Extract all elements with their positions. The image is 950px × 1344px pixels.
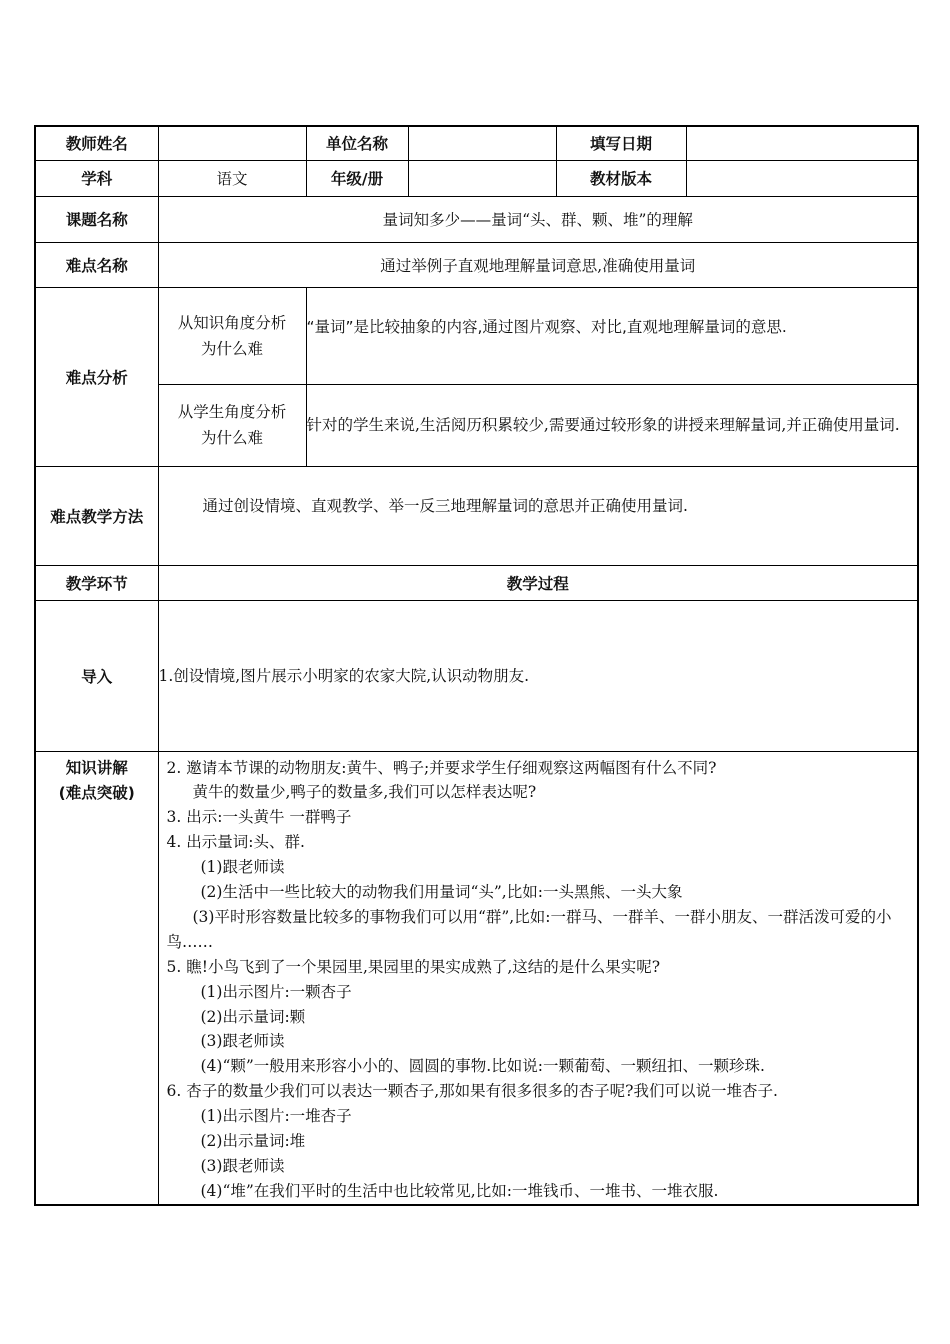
process-line: 5. 瞧!小鸟飞到了一个果园里,果园里的果实成熟了,这结的是什么果实呢?	[166, 957, 661, 976]
row-process-header	[35, 565, 918, 600]
process-header: 教学过程	[158, 565, 918, 600]
process-line: 3. 出示:一头黄牛 一群鸭子	[166, 808, 352, 827]
process-line: (3)跟老师读	[200, 1032, 285, 1051]
process-line: (3)跟老师读	[200, 1157, 285, 1175]
process-line: (2)出示量词:颗	[200, 1007, 306, 1026]
lesson-plan-table	[34, 125, 919, 1206]
teacher-name-label: 教师姓名	[35, 126, 158, 160]
textbook-value[interactable]	[686, 160, 918, 196]
grade-label: 年级/册	[306, 160, 408, 196]
row-difficulty	[35, 242, 918, 287]
process-line: (1)出示图片:一堆杏子	[200, 1107, 352, 1126]
analysis-label: 难点分析	[35, 287, 158, 466]
method-value: 通过创设情境、直观教学、举一反三地理解量词的意思并正确使用量词.	[158, 466, 918, 565]
process-line: 6. 杏子的数量少我们可以表达一颗杏子,那如果有很多很多的杏子呢?我们可以说一堆杏子.	[166, 1082, 778, 1101]
process-line: (4)“堆”在我们平时的生活中也比较常见,比如:一堆钱币、一堆书、一堆衣服.	[200, 1181, 719, 1200]
unit-name-value[interactable]	[408, 126, 556, 160]
intro-value: 1.创设情境,图片展示小明家的农家大院,认识动物朋友.	[158, 600, 918, 751]
knowledge-angle-line-2: 为什么难	[200, 339, 263, 358]
knowledge-label-line-1: 知识讲解	[65, 758, 128, 777]
process-line: 黄牛的数量少,鸭子的数量多,我们可以怎样表达呢?	[192, 783, 537, 802]
row-method	[35, 466, 918, 565]
stage-header: 教学环节	[35, 565, 158, 600]
process-line: 4. 出示量词:头、群.	[166, 833, 305, 852]
subject-value: 语文	[158, 160, 306, 196]
teacher-name-value[interactable]	[158, 126, 306, 160]
student-angle-value: 针对的学生来说,生活阅历积累较少,需要通过较形象的讲授来理解量词,并正确使用量词.	[306, 384, 918, 466]
row-analysis-knowledge	[35, 287, 918, 384]
fill-date-value[interactable]	[686, 126, 918, 160]
row-topic	[35, 196, 918, 242]
row-knowledge	[35, 751, 918, 1205]
subject-label: 学科	[35, 160, 158, 196]
knowledge-angle-label	[158, 287, 306, 384]
topic-label: 课题名称	[35, 196, 158, 242]
topic-value: 量词知多少——量词“头、群、颗、堆”的理解	[158, 196, 918, 242]
process-line: (2)出示量词:堆	[200, 1132, 306, 1151]
process-line: 2. 邀请本节课的动物朋友:黄牛、鸭子;并要求学生仔细观察这两幅图有什么不同?	[166, 758, 717, 777]
student-angle-line-1: 从学生角度分析	[177, 403, 287, 421]
student-angle-label	[158, 384, 306, 466]
intro-label: 导入	[35, 600, 158, 751]
difficulty-label: 难点名称	[35, 242, 158, 287]
student-angle-line-2: 为什么难	[200, 429, 263, 447]
process-line: (1)出示图片:一颗杏子	[200, 982, 352, 1001]
process-line: (1)跟老师读	[200, 858, 285, 877]
process-line: (2)生活中一些比较大的动物我们用量词“头”,比如:一头黑熊、一头大象	[200, 883, 683, 902]
knowledge-label-line-2: (难点突破)	[58, 783, 135, 802]
grade-value[interactable]	[408, 160, 556, 196]
textbook-label: 教材版本	[556, 160, 686, 196]
knowledge-angle-line-1: 从知识角度分析	[177, 313, 287, 332]
knowledge-process	[158, 751, 918, 1205]
process-line: (4)“颗”一般用来形容小小的、圆圆的事物.比如说:一颗葡萄、一颗纽扣、一颗珍珠.	[200, 1057, 765, 1076]
method-label: 难点教学方法	[35, 466, 158, 565]
process-line: (3)平时形容数量比较多的事物我们可以用“群”,比如:一群马、一群羊、一群小朋友、一群活泼可爱的小鸟……	[166, 907, 892, 951]
difficulty-value: 通过举例子直观地理解量词意思,准确使用量词	[158, 242, 918, 287]
row-intro	[35, 600, 918, 751]
fill-date-label: 填写日期	[556, 126, 686, 160]
row-teacher	[35, 126, 918, 160]
row-subject	[35, 160, 918, 196]
row-analysis-student	[35, 384, 918, 466]
knowledge-angle-value: “量词”是比较抽象的内容,通过图片观察、对比,直观地理解量词的意思.	[306, 287, 918, 384]
knowledge-label	[35, 751, 158, 1205]
unit-name-label: 单位名称	[306, 126, 408, 160]
